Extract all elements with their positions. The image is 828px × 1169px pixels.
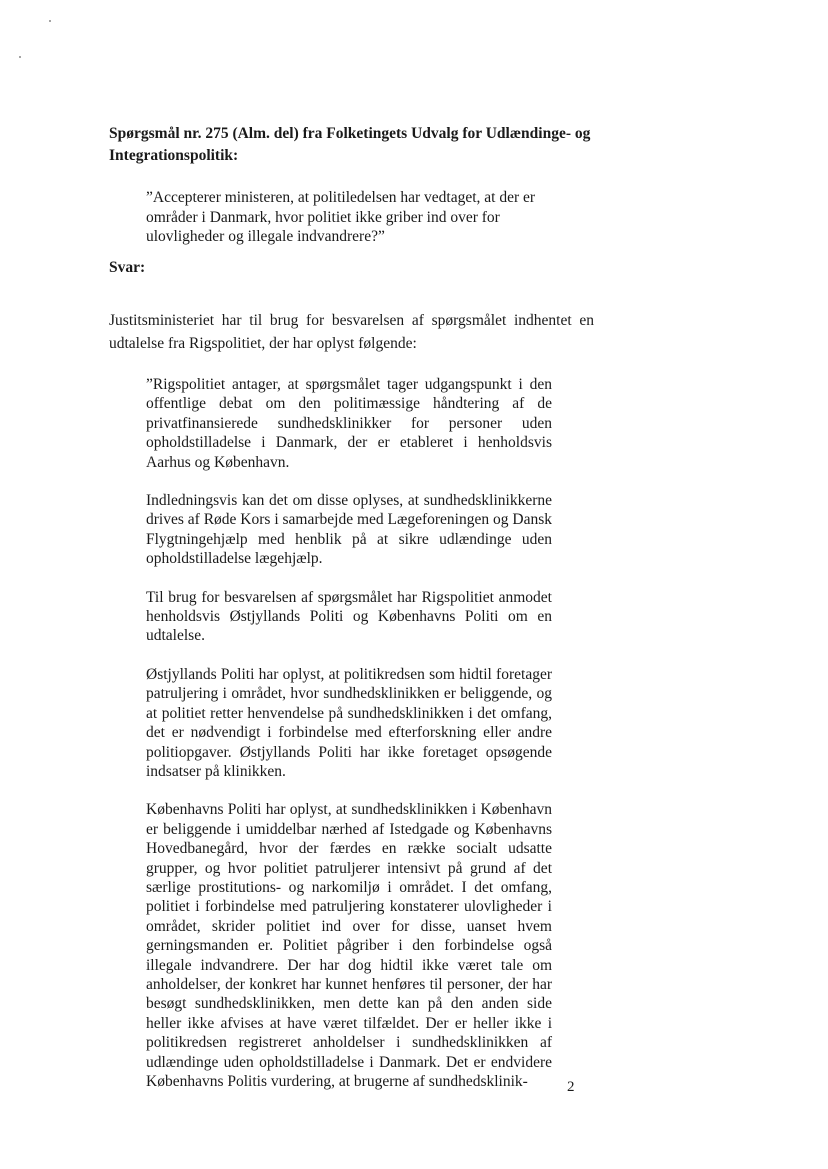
statement-paragraph: Indledningsvis kan det om disse oplyses, at sundhedsklinikkerne drives af Røde Kors i samarbejde med Lægeforeningen og Dansk Flygtningehjælp med henblik på at sikre udlændinge uden opholdstilladelse lægehjælp.: [146, 492, 552, 568]
scan-speck: [49, 20, 51, 22]
statement-paragraph: Til brug for besvarelsen af spørgsmålet har Rigspolitiet anmodet henholdsvis Østjyllands Politi og Københavns Politi om en udtalelse.: [146, 588, 552, 645]
scan-speck: [19, 56, 21, 58]
rigspolitiet-statement: [146, 375, 552, 1110]
page-number: 2: [567, 1079, 575, 1095]
question-heading: Spørgsmål nr. 275 (Alm. del) fra Folketingets Udvalg for Udlændinge- og Integrationspolitik:: [109, 125, 591, 164]
question-text: ”Accepterer ministeren, at politiledelsen har vedtaget, at der er områder i Danmark, hvor politiet ikke griber ind over for ulovligheder og illegale indvandrere?”: [146, 189, 536, 245]
statement-paragraph: Københavns Politi har oplyst, at sundhedsklinikken i København er beliggende i umiddelbar nærhed af Istedgade og Københavns Hovedbanegård, hvor der færdes en række socialt udsatte grupper, og hvor politiet patruljerer intensivt på grund af det særlige prostitutions- og narkomiljø i området. I det omfang, politiet i forbindelse med patruljering konstaterer ulovligheder i området, skrider politiet ind over for disse, uanset hvem gerningsmanden er. Politiet pågriber i den forbindelse også illegale indvandrere. Der har dog hidtil ikke været tale om anholdelser, der konkret har kunnet henføres til personer, der har besøgt sundhedsklinikken, men dette kan på den anden side heller ikke afvises at have været tilfældet. Der er heller ikke i politikredsen registreret anholdelser i sundhedsklinikken af udlændinge uden opholdstilladelse i Danmark. Det er endvidere Københavns Politis vurdering, at brugerne af sundhedsklinik-: [146, 801, 552, 1090]
answer-intro: Justitsministeriet har til brug for besvarelsen af spørgsmålet indhentet en udtalelse fra Rigspolitiet, der har oplyst følgende:: [109, 312, 594, 352]
statement-paragraph: Østjyllands Politi har oplyst, at politikredsen som hidtil foretager patruljering i området, hvor sundhedsklinikken er beliggende, og at politiet retter henvendelse på sundhedsklinikken i det omfang, det er nødvendigt i forbindelse med efterforskning eller andre politiopgaver. Østjyllands Politi har ikke foretaget opsøgende indsatser på klinikken.: [146, 665, 552, 780]
answer-label: Svar:: [109, 259, 146, 276]
statement-paragraph: ”Rigspolitiet antager, at spørgsmålet tager udgangspunkt i den offentlige debat om den politimæssige håndtering af de privatfinansierede sundhedsklinikker for personer uden opholdstilladelse i Danmark, der er etableret i henholdsvis Aarhus og København.: [146, 376, 552, 471]
